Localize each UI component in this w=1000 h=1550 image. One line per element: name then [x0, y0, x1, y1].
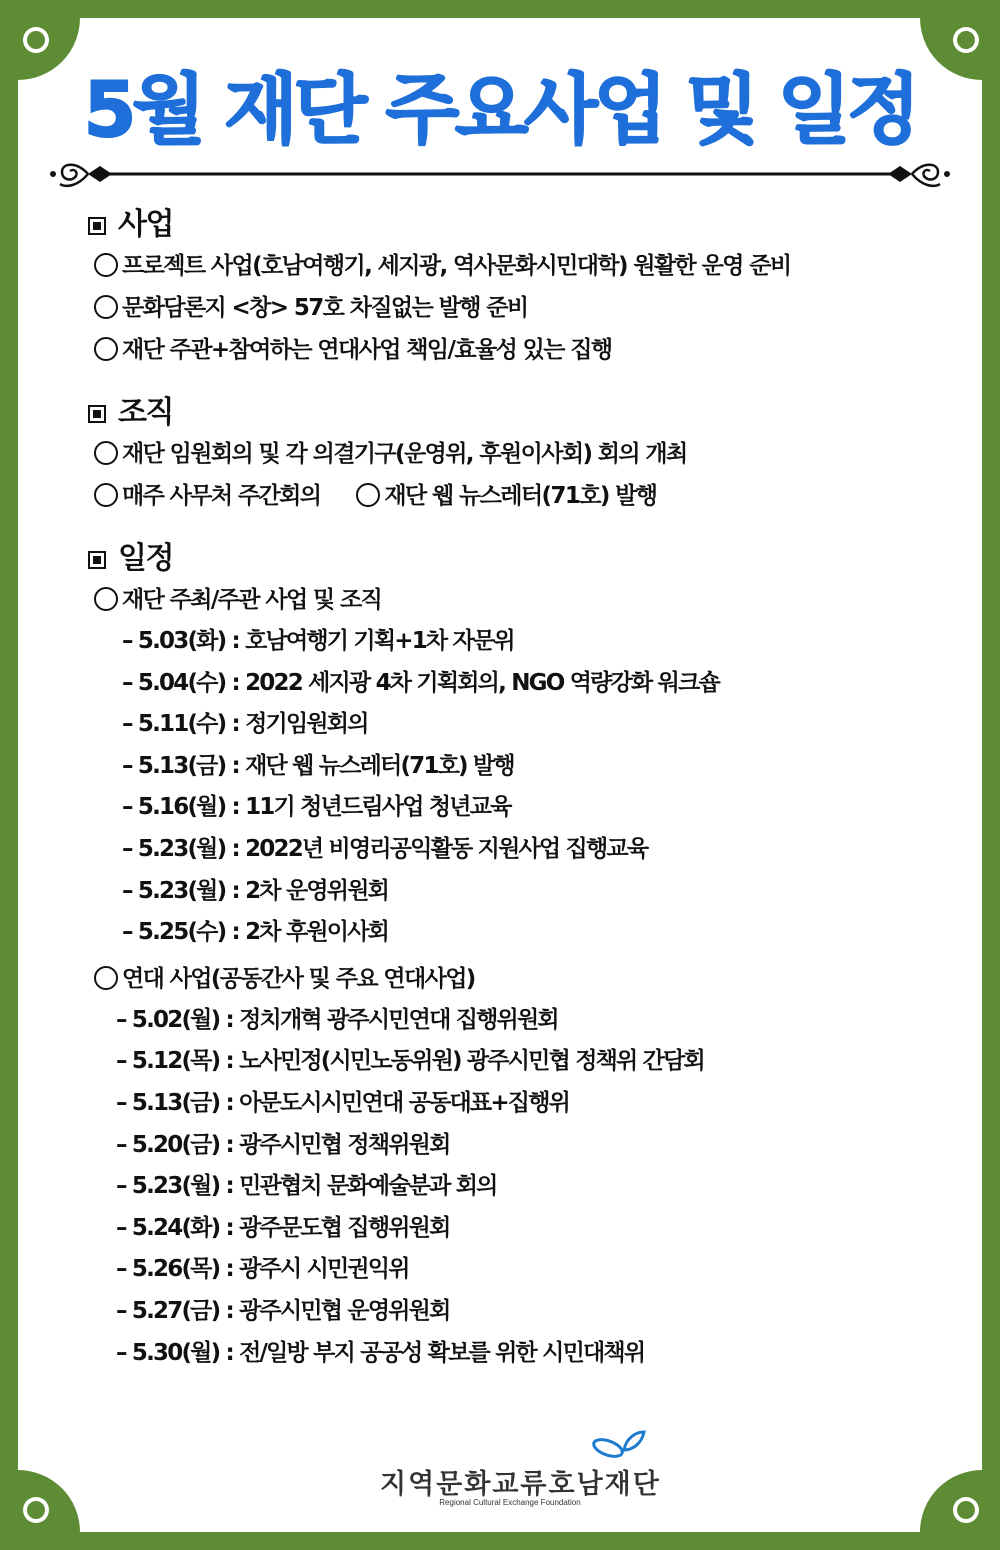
section-heading-organization — [88, 393, 928, 433]
circle-bullet-icon — [356, 483, 380, 507]
square-bullet-icon — [88, 551, 106, 569]
list-item-text: 문화담론지 <창> 57호 차질없는 발행 준비 — [122, 295, 528, 321]
circle-bullet-icon — [94, 253, 118, 277]
content-area — [88, 205, 928, 1374]
schedule-row: – 5.25(수) : 2차 후원이사회 — [122, 919, 389, 946]
schedule-row: – 5.23(월) : 2차 운영위원회 — [122, 877, 389, 904]
schedule-row: – 5.13(금) : 재단 웹 뉴스레터(71호) 발행 — [122, 752, 514, 779]
circle-bullet-icon — [94, 337, 118, 361]
schedule-row: – 5.04(수) : 2022 세지광 4차 기획회의, NGO 역량강화 워크숍 — [122, 669, 719, 696]
schedule-row: – 5.26(목) : 광주시 시민권익위 — [116, 1256, 409, 1283]
square-bullet-icon — [88, 405, 106, 423]
section-heading-schedule — [88, 539, 928, 579]
group-label-text: 재단 주최/주관 사업 및 조직 — [122, 587, 382, 613]
schedule-row: – 5.30(월) : 전/일방 부지 공공성 확보를 위한 시민대책위 — [116, 1339, 645, 1366]
schedule-row: – 5.03(화) : 호남여행기 기획+1차 자문위 — [122, 628, 514, 654]
list-item — [94, 329, 928, 371]
org-name: 지역문화교류호남재단 — [380, 1469, 661, 1500]
schedule-row: – 5.23(월) : 2022년 비영리공익활동 지원사업 집행교육 — [122, 835, 648, 862]
schedule-row: – 5.02(월) : 정치개혁 광주시민연대 집행위원회 — [116, 1006, 558, 1033]
circle-bullet-icon — [94, 966, 118, 990]
section-heading-text: 조직 — [118, 395, 173, 430]
schedule-row: – 5.20(금) : 광주시민협 정책위원회 — [116, 1131, 450, 1158]
schedule-group-label — [94, 579, 928, 621]
section-heading-text: 일정 — [118, 541, 173, 576]
list-item — [94, 287, 928, 329]
page-title: 5월 재단 주요사업 및 일정 — [83, 65, 917, 154]
list-item-text: 재단 주관+참여하는 연대사업 책임/효율성 있는 집행 — [122, 337, 612, 363]
schedule-row: – 5.23(월) : 민관협치 문화예술분과 회의 — [116, 1173, 497, 1200]
list-item — [94, 245, 928, 287]
schedule-row: – 5.24(화) : 광주문도협 집행위원회 — [116, 1214, 450, 1241]
list-item — [94, 433, 928, 475]
schedule-group-label — [94, 958, 928, 1000]
section-heading-text: 사업 — [118, 207, 173, 242]
org-name-english: Regional Cultural Exchange Foundation — [439, 1498, 581, 1507]
leaf-logo-icon — [588, 1428, 648, 1460]
list-item-text: 재단 임원회의 및 각 의결기구(운영위, 후원이사회) 회의 개최 — [122, 441, 687, 467]
schedule-row: – 5.13(금) : 아문도시시민연대 공동대표+집행위 — [116, 1089, 570, 1116]
schedule-row: – 5.27(금) : 광주시민협 운영위원회 — [116, 1297, 450, 1324]
schedule-row: – 5.12(목) : 노사민정(시민노동위원) 광주시민협 정책위 간담회 — [116, 1048, 704, 1075]
section-heading-business — [88, 205, 928, 245]
list-item-text: 매주 사무처 주간회의 — [122, 483, 321, 509]
list-item — [94, 475, 928, 517]
circle-bullet-icon — [94, 295, 118, 319]
list-item-text: 재단 웹 뉴스레터(71호) 발행 — [384, 483, 657, 509]
circle-bullet-icon — [94, 587, 118, 611]
circle-bullet-icon — [94, 441, 118, 465]
schedule-row: – 5.16(월) : 11기 청년드림사업 청년교육 — [122, 794, 511, 821]
square-bullet-icon — [88, 217, 106, 235]
group-label-text: 연대 사업(공동간사 및 주요 연대사업) — [122, 965, 475, 992]
circle-bullet-icon — [94, 483, 118, 507]
schedule-row: – 5.11(수) : 정기임원회의 — [122, 711, 368, 738]
list-item-text: 프로젝트 사업(호남여행기, 세지광, 역사문화시민대학) 원활한 운영 준비 — [122, 253, 791, 279]
ornament-divider — [48, 154, 952, 194]
foundation-logo — [380, 1428, 661, 1512]
